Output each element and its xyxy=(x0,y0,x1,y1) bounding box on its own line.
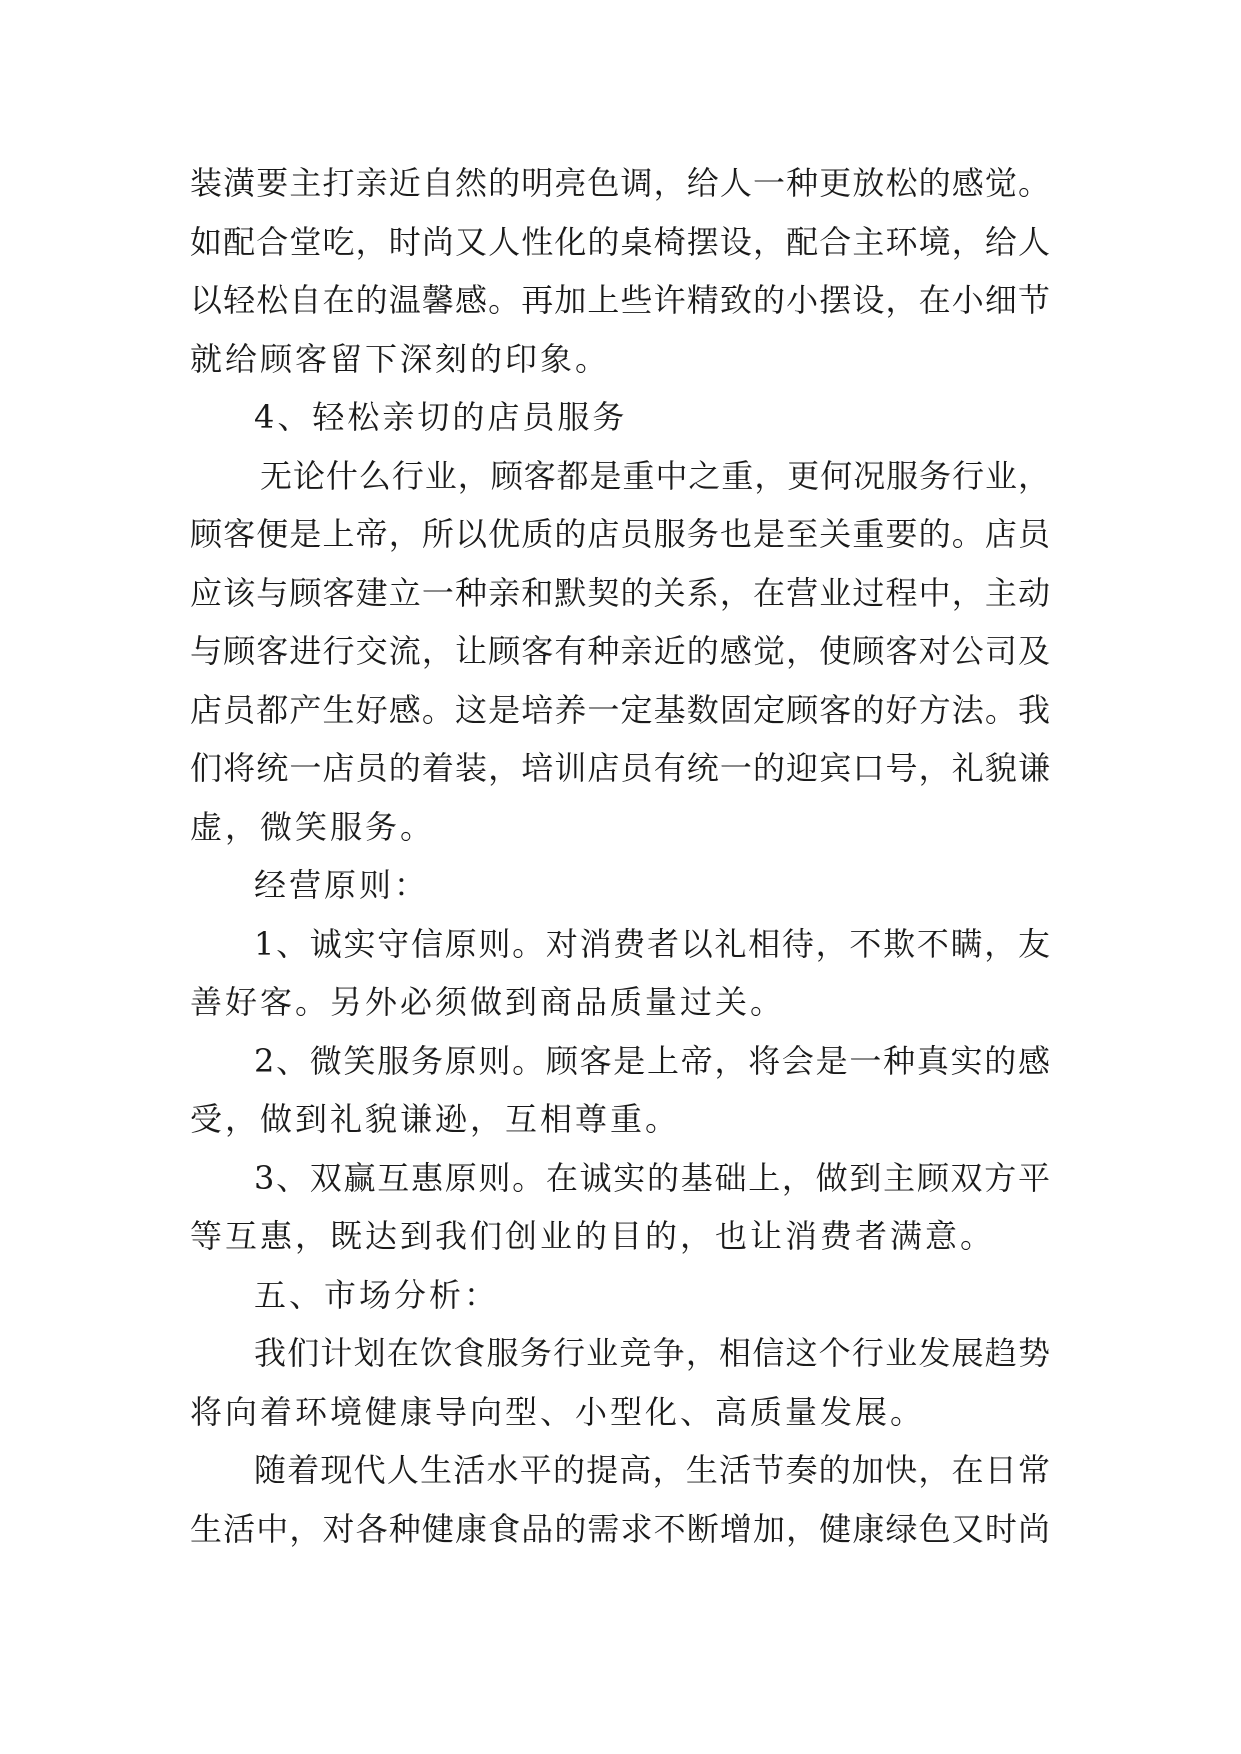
text-line: 受，做到礼貌谦逊，互相尊重。 xyxy=(190,1100,681,1138)
text-line: 我们计划在饮食服务行业竞争，相信这个行业发展趋势 xyxy=(254,1334,1050,1372)
document-body xyxy=(190,154,1050,1558)
text-line: 将向着环境健康导向型、小型化、高质量发展。 xyxy=(190,1392,926,1431)
text-line: 顾客便是上帝，所以优质的店员服务也是至关重要的。店员 xyxy=(190,515,1050,553)
text-line: 以轻松自在的温馨感。再加上些许精致的小摆设，在小细节 xyxy=(190,281,1050,319)
text-line: 虚，微笑服务。 xyxy=(190,807,436,846)
text-line: 随着现代人生活水平的提高，生活节奏的加快，在日常 xyxy=(254,1451,1050,1489)
text-line: 与顾客进行交流，让顾客有种亲近的感觉，使顾客对公司及 xyxy=(190,632,1050,670)
section-heading: 五、市场分析： xyxy=(254,1275,500,1314)
text-line: 们将统一店员的着装，培训店员有统一的迎宾口号，礼貌谦 xyxy=(190,749,1050,787)
text-line: 1、诚实守信原则。对消费者以礼相待，不欺不瞒，友 xyxy=(254,924,1050,963)
text-line: 无论什么行业，顾客都是重中之重，更何况服务行业， xyxy=(260,456,1050,495)
text-line: 2、微笑服务原则。顾客是上帝，将会是一种真实的感 xyxy=(254,1041,1050,1080)
section-heading: 经营原则： xyxy=(254,866,430,904)
text-line: 如配合堂吃，时尚又人性化的桌椅摆设，配合主环境，给人 xyxy=(190,222,1050,261)
text-line: 就给顾客留下深刻的印象。 xyxy=(190,339,611,378)
text-line: 店员都产生好感。这是培养一定基数固定顾客的好方法。我 xyxy=(190,690,1050,729)
text-line: 3、双赢互惠原则。在诚实的基础上，做到主顾双方平 xyxy=(254,1158,1050,1197)
section-heading: 4、轻松亲切的店员服务 xyxy=(254,398,628,436)
text-line: 应该与顾客建立一种亲和默契的关系，在营业过程中，主动 xyxy=(190,573,1050,612)
text-line: 装潢要主打亲近自然的明亮色调，给人一种更放松的感觉。 xyxy=(190,164,1050,202)
text-line: 善好客。另外必须做到商品质量过关。 xyxy=(190,983,786,1021)
text-line: 生活中，对各种健康食品的需求不断增加，健康绿色又时尚 xyxy=(190,1509,1050,1548)
text-line: 等互惠，既达到我们创业的目的，也让消费者满意。 xyxy=(190,1217,996,1255)
